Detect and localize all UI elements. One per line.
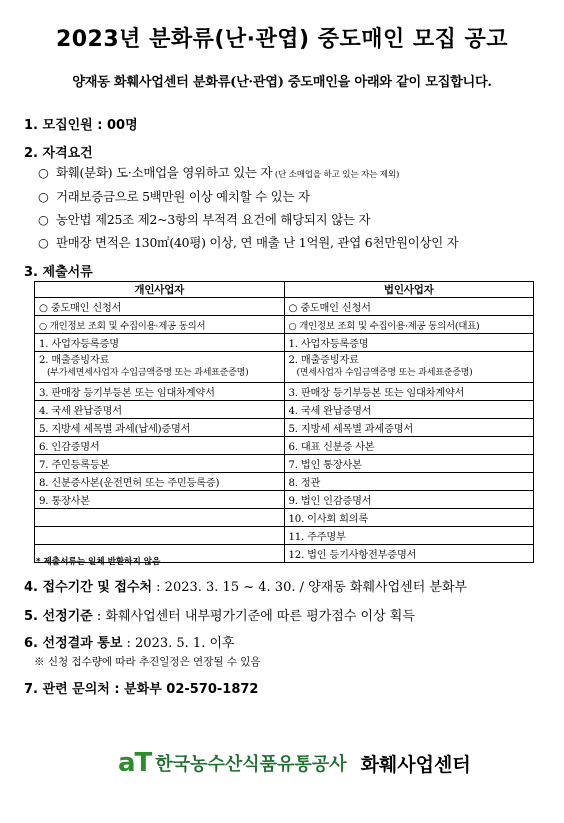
table-row bbox=[35, 455, 534, 473]
table-cell: 11. 주주명부 bbox=[284, 527, 534, 545]
section-application-period: 4. 접수기간 및 접수처 : 2023. 3. 15 ~ 4. 30. / 양재동 화훼사업센터 분화부 bbox=[24, 580, 468, 595]
table-row bbox=[35, 437, 534, 455]
table-row bbox=[35, 383, 534, 401]
column-header-corporate: 법인사업자 bbox=[284, 282, 534, 298]
table-cell: 6. 대표 신분증 사본 bbox=[284, 437, 534, 455]
table-row bbox=[35, 298, 534, 316]
table-cell: 9. 법인 인감증명서 bbox=[284, 491, 534, 509]
page-subtitle: 양재동 화훼사업센터 분화류(난·관엽) 중도매인을 아래와 같이 모집합니다. bbox=[72, 75, 492, 90]
section-result-notice: 6. 선정결과 통보 : 2023. 5. 1. 이후 bbox=[24, 636, 235, 651]
table-cell: 8. 정관 bbox=[284, 473, 534, 491]
table-row bbox=[35, 401, 534, 419]
table-cell: 8. 신분증사본(운전면허 또는 주민등록증) bbox=[35, 473, 285, 491]
bullet-circle-icon: ○ bbox=[38, 165, 49, 180]
table-cell: 5. 지방세 세목별 과세(납세)증명서 bbox=[35, 419, 285, 437]
documents-table bbox=[34, 281, 534, 563]
bullet-circle-icon: ○ bbox=[38, 235, 49, 250]
table-row bbox=[35, 473, 534, 491]
table-cell: 10. 이사회 회의록 bbox=[284, 509, 534, 527]
table-row bbox=[35, 509, 534, 527]
table-cell: 4. 국세 완납증명서 bbox=[35, 401, 285, 419]
table-cell: ○ 중도매인 신청서 bbox=[35, 298, 285, 316]
table-cell: ○ 중도매인 신청서 bbox=[284, 298, 534, 316]
bullet-circle-icon: ○ bbox=[38, 189, 49, 204]
section-recruit-count: 1. 모집인원 : 00명 bbox=[24, 118, 138, 133]
table-cell: 3. 판매장 등기부등본 또는 임대차계약서 bbox=[35, 383, 285, 401]
table-row bbox=[35, 419, 534, 437]
table-cell bbox=[35, 527, 285, 545]
qualification-item: ○ 농안법 제25조 제2~3항의 부적격 요건에 해당되지 않는 자 bbox=[38, 212, 371, 227]
table-cell: 7. 주민등록등본 bbox=[35, 455, 285, 473]
organization-name: 한국농수산식품유통공사 bbox=[155, 754, 347, 775]
bullet-circle-icon: ○ bbox=[38, 212, 49, 227]
section-contact: 7. 관련 문의처 : 분화부 02-570-1872 bbox=[24, 682, 259, 697]
footer-logo bbox=[118, 748, 471, 778]
qualification-item: ○ 판매장 면적은 130㎡(40평) 이상, 연 매출 난 1억원, 관엽 6천만원이상인 자 bbox=[38, 235, 459, 250]
table-cell: 5. 지방세 세목별 과세증명서 bbox=[284, 419, 534, 437]
table-cell: 7. 법인 통장사본 bbox=[284, 455, 534, 473]
schedule-note: ※ 신청 접수량에 따라 추진일정은 연장될 수 있음 bbox=[34, 656, 261, 668]
section-selection-criteria: 5. 선정기준 : 화훼사업센터 내부평가기준에 따른 평가점수 이상 획득 bbox=[24, 609, 415, 624]
table-cell: ○ 개인정보 조회 및 수집이용·제공 동의서(대표) bbox=[284, 316, 534, 334]
table-cell: 3. 판매장 등기부등본 또는 임대차계약서 bbox=[284, 383, 534, 401]
center-name: 화훼사업센터 bbox=[360, 753, 471, 776]
qualification-item: ○ 화훼(분화) 도·소매업을 영위하고 있는 자 (단 소매업을 하고 있는 자는 제외) bbox=[38, 165, 400, 180]
table-row bbox=[35, 334, 534, 352]
table-row bbox=[35, 316, 534, 334]
table-row bbox=[35, 527, 534, 545]
section-documents: 3. 제출서류 bbox=[24, 265, 93, 280]
table-cell: ○ 개인정보 조회 및 수집이용·제공 동의서 bbox=[35, 316, 285, 334]
qualification-item: ○ 거래보증금으로 5백만원 이상 예치할 수 있는 자 bbox=[38, 189, 310, 204]
table-row bbox=[35, 491, 534, 509]
table-cell: 2. 매출증빙자료 (면세사업자 수입금액증명 또는 과세표준증명) bbox=[284, 352, 534, 383]
page-title: 2023년 분화류(난·관엽) 중도매인 모집 공고 bbox=[55, 27, 509, 52]
table-row bbox=[35, 352, 534, 383]
section-qualifications: 2. 자격요건 bbox=[24, 146, 93, 161]
table-cell: 12. 법인 등기사항전부증명서 bbox=[284, 545, 534, 563]
column-header-individual: 개인사업자 bbox=[35, 282, 285, 298]
at-logo-mark: aT bbox=[118, 748, 152, 778]
table-cell bbox=[35, 509, 285, 527]
table-cell: 9. 통장사본 bbox=[35, 491, 285, 509]
table-cell: 2. 매출증빙자료 (부가세면세사업자 수입금액증명 또는 과세표준증명) bbox=[35, 352, 285, 383]
table-cell: 4. 국세 완납증명서 bbox=[284, 401, 534, 419]
table-cell: 1. 사업자등록증명 bbox=[35, 334, 285, 352]
table-cell: 1. 사업자등록증명 bbox=[284, 334, 534, 352]
table-header-row bbox=[35, 282, 534, 298]
documents-note: * 제출서류는 일체 반환하지 않음 bbox=[36, 557, 161, 567]
table-cell: 6. 인감증명서 bbox=[35, 437, 285, 455]
